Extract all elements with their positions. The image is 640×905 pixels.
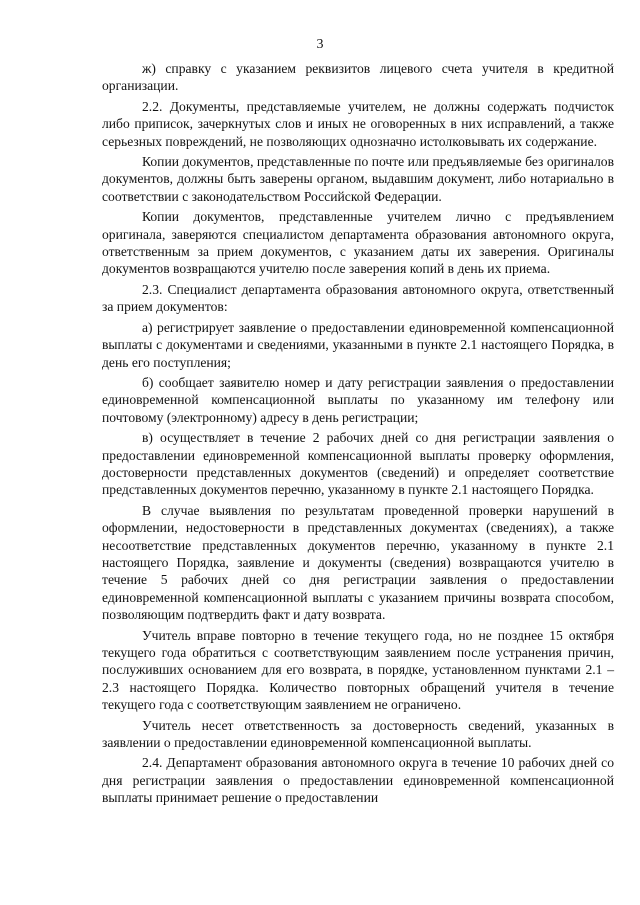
paragraph-item-v-verifies: в) осуществляет в течение 2 рабочих дней со дня регистрации заявления о предоставлении единовременной компенсационной выплаты проверку оформления, достоверности представленных документов (сведений) и определяет соответствие представленных документов перечню, указанному в пункте 2.1 настоящего Порядка. bbox=[102, 430, 614, 498]
paragraph-repeat-application: Учитель вправе повторно в течение текущего года, но не позднее 15 октября текущего года обратиться с соответствующим заявлением после устранения причин, послуживших основанием для его возврата, в порядке, установленном пунктами 2.1 – 2.3 настоящего Порядка. Количество повторных обращений учителя в течение текущего года с соответствующим заявлением не ограничено. bbox=[102, 627, 614, 713]
paragraph-copies-by-mail: Копии документов, представленные по почте или предъявляемые без оригиналов документов, должны быть заверены органом, выдавшим документ, либо нотариально в соответствии с законодательством Российской Федерации. bbox=[102, 154, 614, 204]
paragraph-teacher-responsibility: Учитель несет ответственность за достоверность сведений, указанных в заявлении о предоставлении единовременной компенсационной выплаты. bbox=[102, 717, 614, 751]
paragraph-2-3-specialist: 2.3. Специалист департамента образования автономного округа, ответственный за прием документов: bbox=[102, 281, 614, 315]
paragraph-item-zh-bank-certificate: ж) справку с указанием реквизитов лицевого счета учителя в кредитной организации. bbox=[102, 61, 614, 94]
paragraph-2-4-department-decision: 2.4. Департамент образования автономного округа в течение 10 рабочих дней со дня регистрации заявления о предоставлении единовременной компенсационной выплаты принимает решение о предоставлении bbox=[102, 755, 614, 806]
paragraph-item-b-informs: б) сообщает заявителю номер и дату регистрации заявления о предоставлении единовременной компенсационной выплаты по указанному им телефону или почтовому (электронному) адресу в день регистрации; bbox=[102, 374, 614, 425]
paragraph-2-2-document-requirements: 2.2. Документы, представляемые учителем, не должны содержать подчисток либо приписок, зачеркнутых слов и иных не оговоренных в них исправлений, а также серьезных повреждений, не позволяющих однозначно истолковывать их содержание. bbox=[102, 98, 614, 149]
document-body bbox=[102, 60, 614, 810]
paragraph-copies-in-person: Копии документов, представленные учителем лично с предъявлением оригинала, заверяются специалистом департамента образования автономного округа, ответственным за прием документов, с указанием даты их заверения. Оригиналы документов возвращаются учителю после заверения копий в день их приема. bbox=[102, 209, 614, 277]
page-number: 3 bbox=[316, 37, 324, 52]
paragraph-item-a-registers: а) регистрирует заявление о предоставлении единовременной компенсационной выплаты с документами и сведениями, указанными в пункте 2.1 настоящего Порядка, в день его поступления; bbox=[102, 319, 614, 370]
paragraph-violations-return: В случае выявления по результатам проведенной проверки нарушений в оформлении, недостоверности в представленных документах (сведениях), а также несоответствие представленных документов перечню, указанному в пункте 2.1 настоящего Порядка, заявление и документы (сведения) возвращаются учителю в течение 5 рабочих дней со дня регистрации заявления о предоставлении единовременной компенсационной выплаты с указанием причины возврата способом, позволяющим подтвердить факт и дату возврата. bbox=[102, 502, 614, 623]
